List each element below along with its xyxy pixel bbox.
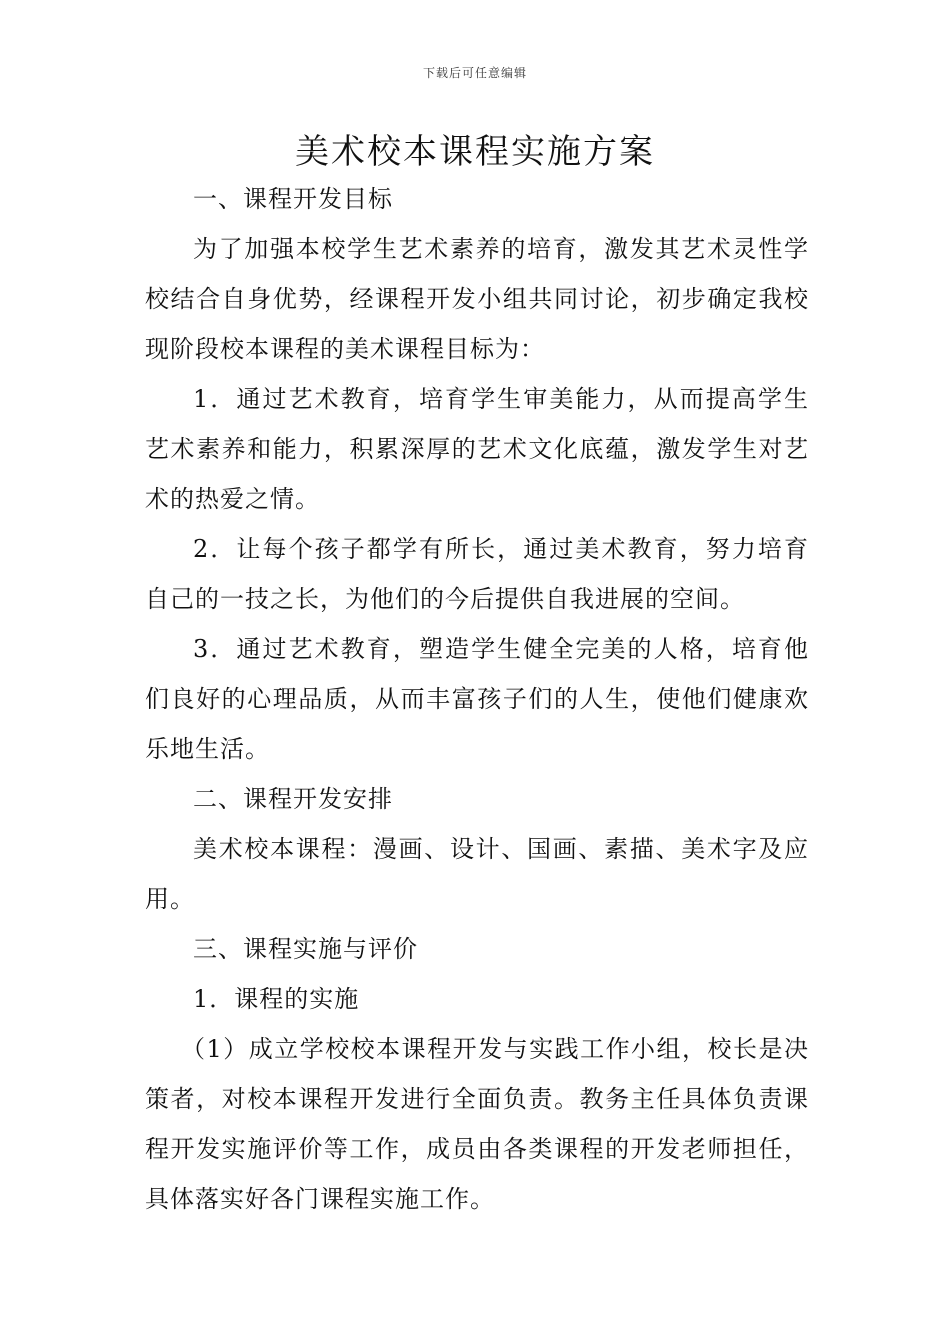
document-title: 美术校本课程实施方案 [295, 132, 655, 172]
section3-item1-paragraph: （1）成立学校校本课程开发与实践工作小组，校长是决策者，对校本课程开发进行全面负责。教务主任具体负责课程开发实施评价等工作，成员由各类课程的开发老师担任，具体落实好各门课程实施工作。 [145, 1035, 809, 1213]
section1-intro-paragraph: 为了加强本校学生艺术素养的培育，激发其艺术灵性学校结合自身优势，经课程开发小组共同讨论，初步确定我校现阶段校本课程的美术课程目标为： [145, 235, 809, 363]
section3-sub1-heading: 1．课程的实施 [193, 985, 360, 1013]
section1-heading: 一、课程开发目标 [193, 185, 393, 213]
section2-content-paragraph: 美术校本课程：漫画、设计、国画、素描、美术字及应用。 [145, 835, 809, 913]
goal-1-paragraph: 1．通过艺术教育，培育学生审美能力，从而提高学生艺术素养和能力，积累深厚的艺术文化底蕴，激发学生对艺术的热爱之情。 [145, 385, 809, 513]
header-note: 下载后可任意编辑 [422, 66, 527, 80]
goal-2-paragraph: 2．让每个孩子都学有所长，通过美术教育，努力培育自己的一技之长，为他们的今后提供自我进展的空间。 [145, 535, 809, 613]
goal-3-paragraph: 3．通过艺术教育，塑造学生健全完美的人格，培育他们良好的心理品质，从而丰富孩子们的人生，使他们健康欢乐地生活。 [145, 635, 809, 763]
section3-heading: 三、课程实施与评价 [193, 935, 418, 963]
section2-heading: 二、课程开发安排 [193, 785, 393, 813]
document-body [145, 174, 809, 1224]
